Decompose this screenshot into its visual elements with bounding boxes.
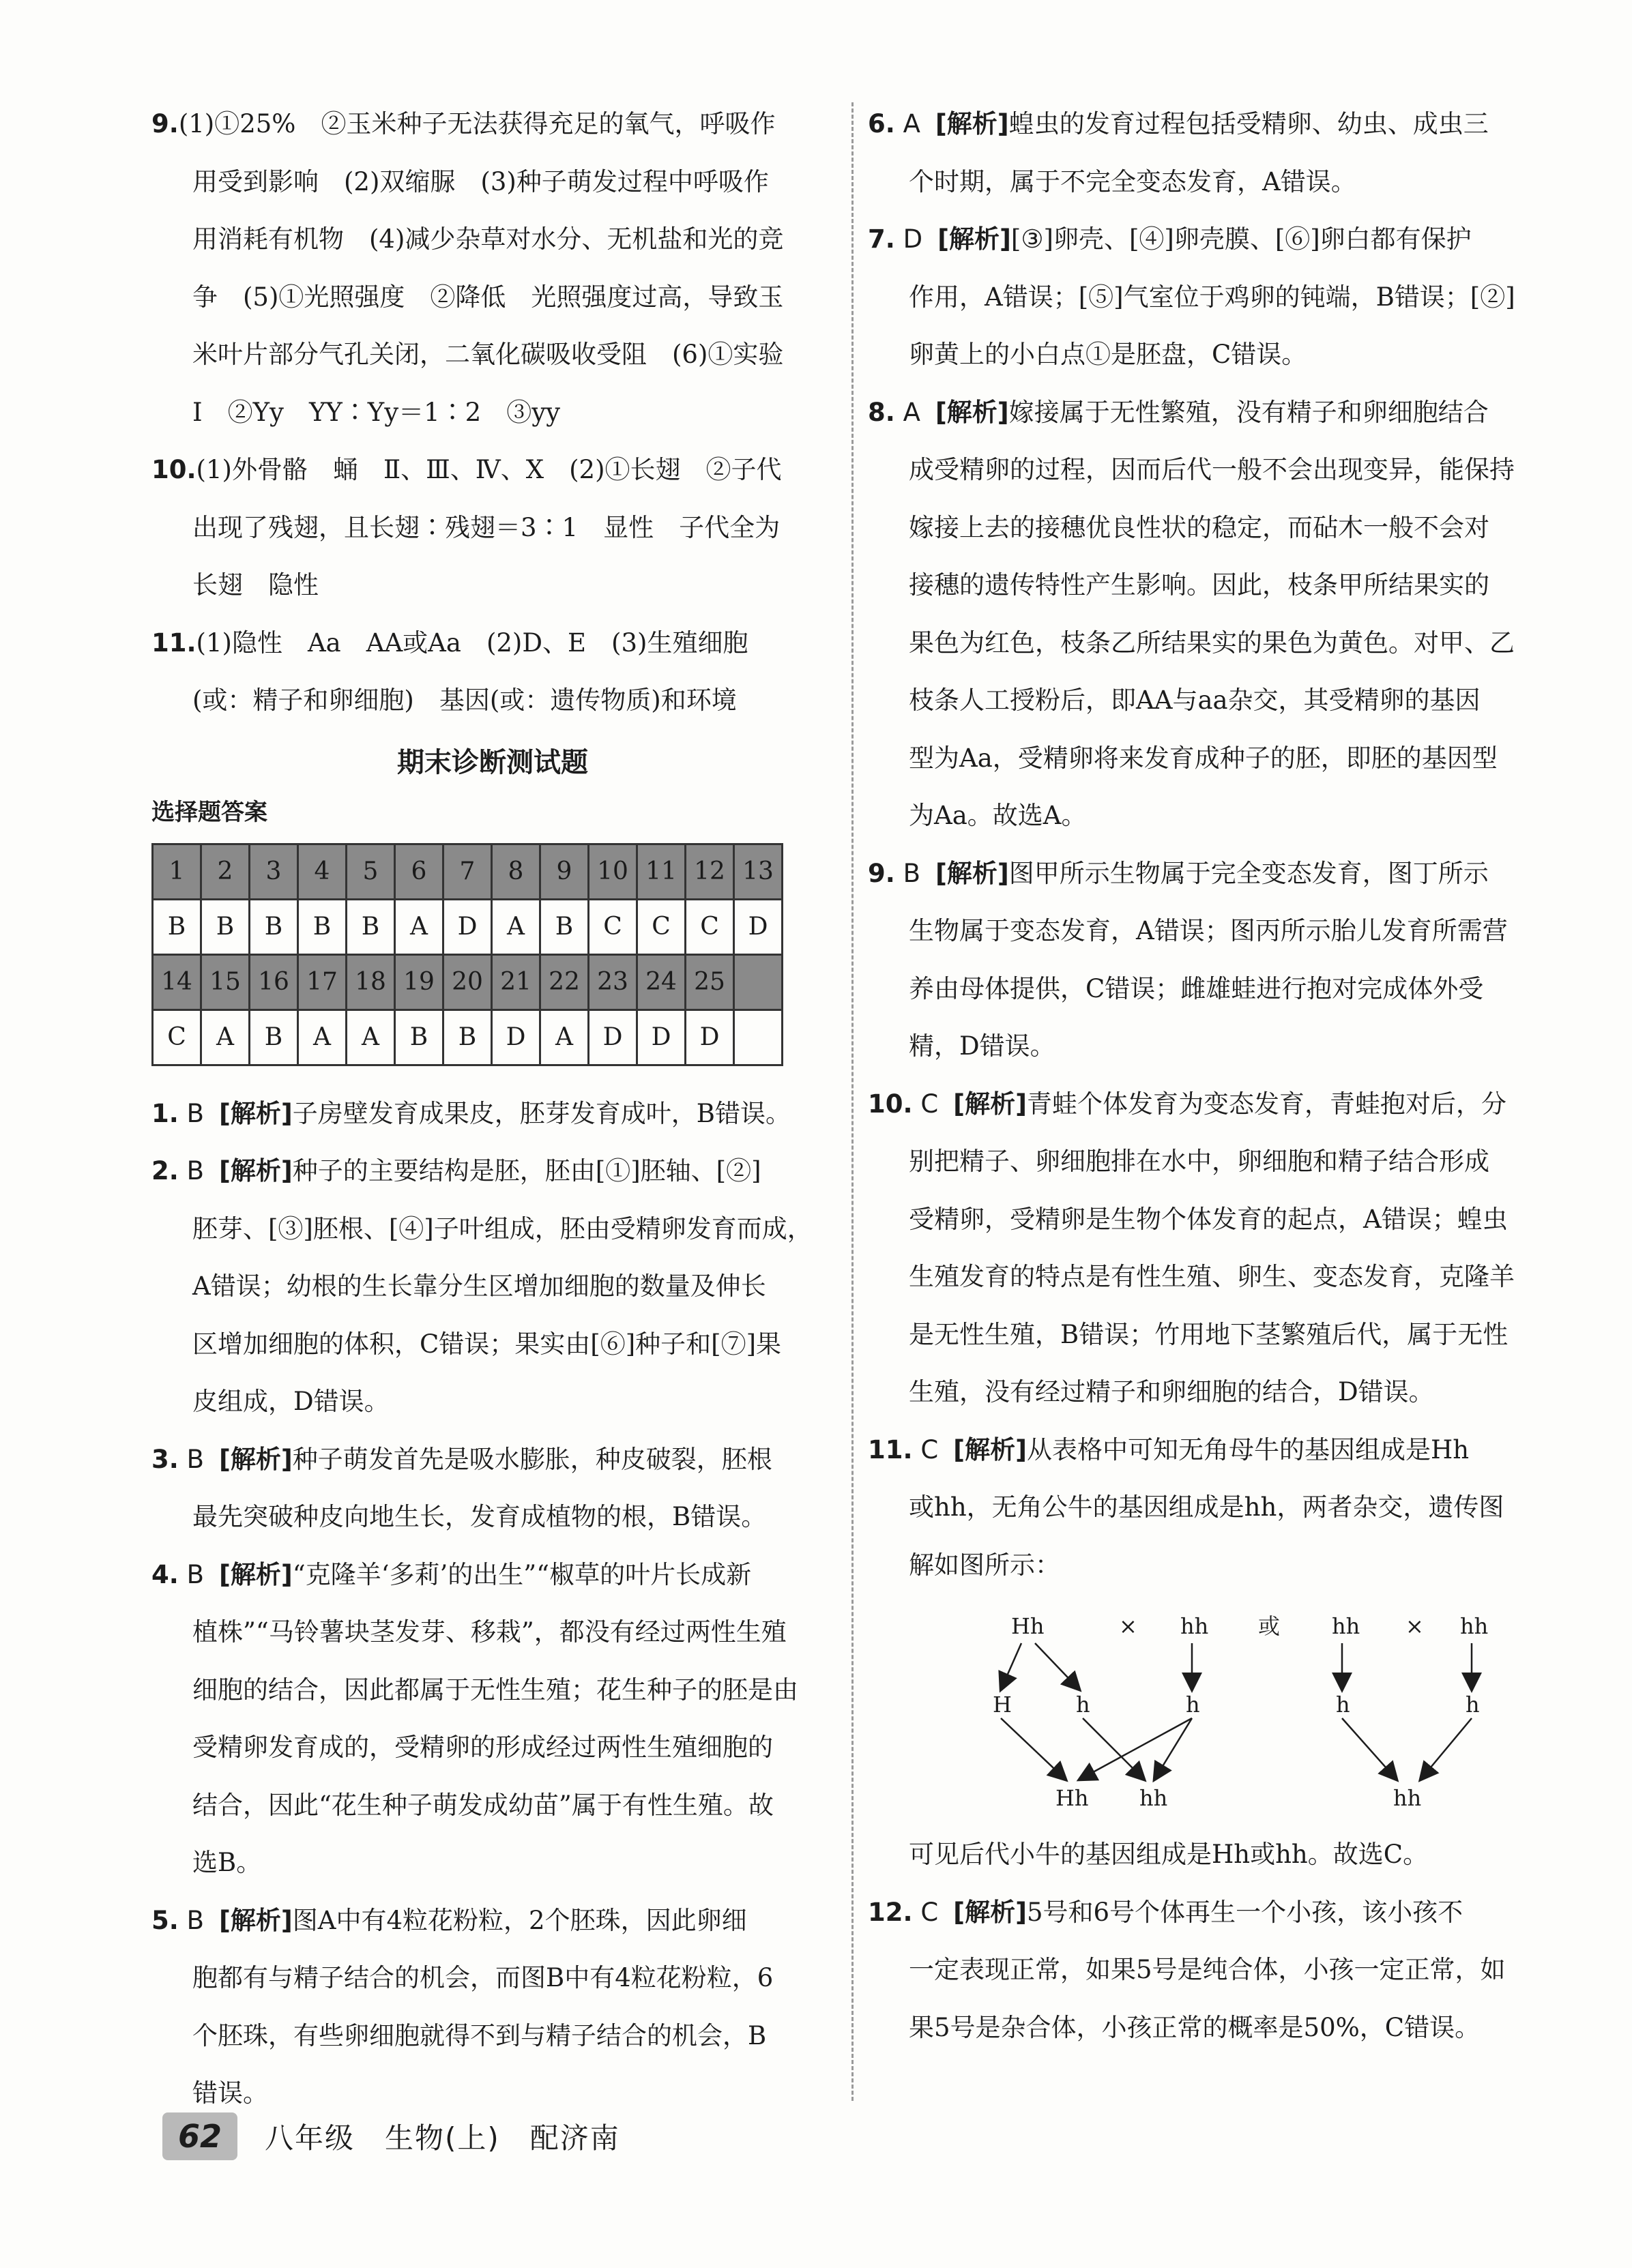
- line-text: 是无性生殖，B错误；竹用地下茎繁殖后代，属于无性: [909, 1319, 1509, 1349]
- list-item: [151, 1085, 834, 1143]
- line-text: A错误；幼根的生长靠分生区增加细胞的数量及伸长: [192, 1271, 766, 1301]
- right-column: [868, 95, 1571, 2057]
- text-line: [151, 1085, 834, 1143]
- text-line: [868, 153, 1571, 211]
- sub-title: 选择题答案: [151, 798, 267, 826]
- table-cell: 24: [637, 954, 686, 1010]
- list-item: [151, 615, 834, 730]
- text-line: [868, 441, 1571, 499]
- text-line: [868, 1884, 1571, 1942]
- line-text: 错误。: [192, 2078, 268, 2108]
- item-number: 1.: [151, 1098, 179, 1128]
- gamete-h: h: [1466, 1692, 1480, 1718]
- line-text: 作用，A错误；[⑤]气室位于鸡卵的钝端，B错误；[②]: [909, 282, 1515, 312]
- text-line: [868, 1941, 1571, 1999]
- text-line: [151, 1488, 834, 1546]
- item-number: 2.: [151, 1156, 179, 1185]
- line-text: 青蛙个体发育为变态发育，青蛙抱对后，分: [1026, 1089, 1506, 1119]
- list-item: [151, 95, 834, 441]
- line-text: 胚芽、[③]胚根、[④]子叶组成，胚由受精卵发育而成，: [192, 1213, 813, 1243]
- table-cell: A: [540, 1010, 589, 1065]
- table-cell: 5: [347, 844, 395, 899]
- text-line: [868, 95, 1571, 153]
- line-text: 型为Aa，受精卵将来发育成种子的胚，即胚的基因型: [909, 743, 1498, 773]
- item-number: 6.: [868, 109, 895, 138]
- table-cell: D: [686, 1010, 734, 1065]
- list-item: [868, 1076, 1571, 1422]
- gamete-h: h: [1076, 1692, 1090, 1718]
- table-cell: D: [637, 1010, 686, 1065]
- text-line: [868, 1364, 1571, 1422]
- table-cell: 25: [686, 954, 734, 1010]
- line-text: 图甲所示生物属于完全变态发育，图丁所示: [1008, 858, 1489, 888]
- table-cell: 17: [298, 954, 347, 1010]
- text-line: [151, 615, 834, 673]
- table-cell: 10: [589, 844, 637, 899]
- line-text: “克隆羊‘多莉’的出生”“椒草的叶片长成新: [292, 1559, 752, 1589]
- item-answer: B: [186, 1156, 204, 1185]
- item-number: 9.: [151, 109, 179, 138]
- list-item: [868, 211, 1571, 384]
- table-row: [153, 899, 783, 954]
- column-divider: [851, 102, 854, 2101]
- text-line: [151, 1546, 834, 1604]
- line-text: 生殖，没有经过精子和卵细胞的结合，D错误。: [909, 1377, 1434, 1407]
- line-text: 蝗虫的发育过程包括受精卵、幼虫、成虫三: [1008, 109, 1489, 138]
- line-text: 用受到影响 (2)双缩脲 (3)种子萌发过程中呼吸作: [192, 166, 769, 196]
- line-text: 子房壁发育成果皮，胚芽发育成叶，B错误。: [292, 1098, 791, 1128]
- analysis-tag: [解析]: [935, 858, 1009, 888]
- item-number: 9.: [868, 858, 895, 888]
- text-line: [868, 499, 1571, 557]
- text-line: [151, 153, 834, 211]
- item-number: 11.: [868, 1434, 913, 1464]
- table-cell: B: [298, 899, 347, 954]
- table-row: [153, 954, 783, 1010]
- line-text: 长翅 隐性: [192, 570, 319, 600]
- text-line: [151, 441, 834, 499]
- line-text: (或：精子和卵细胞) 基因(或：遗传物质)和环境: [192, 686, 737, 715]
- parent2-right: hh: [1460, 1613, 1489, 1639]
- line-text: 一定表现正常，如果5号是纯合体，小孩一定正常，如: [909, 1955, 1506, 1984]
- line-text: 为Aa。故选A。: [909, 801, 1087, 830]
- table-cell: 11: [637, 844, 686, 899]
- item-number: 3.: [151, 1444, 179, 1474]
- table-cell: 4: [298, 844, 347, 899]
- parent1-left: Hh: [1011, 1613, 1045, 1639]
- table-cell: 21: [492, 954, 540, 1010]
- table-cell: 7: [443, 844, 492, 899]
- list-item: [151, 441, 834, 615]
- table-cell: A: [395, 899, 443, 954]
- page-footer: [162, 2108, 620, 2165]
- list-item: [868, 845, 1571, 1076]
- analysis-tag: [解析]: [218, 1559, 293, 1589]
- table-cell: 6: [395, 844, 443, 899]
- gamete-h: h: [1336, 1692, 1350, 1718]
- list-item: [868, 1422, 1571, 1595]
- line-text: 皮组成，D错误。: [192, 1387, 390, 1416]
- item-number: 7.: [868, 224, 895, 254]
- text-line: [868, 1479, 1571, 1537]
- parent1-right: hh: [1180, 1613, 1209, 1639]
- line-text: 争 (5)①光照强度 ②降低 光照强度过高，导致玉: [192, 282, 784, 312]
- text-line: [151, 1373, 834, 1431]
- analysis-tag: [解析]: [953, 1089, 1027, 1119]
- text-line: [151, 1201, 834, 1258]
- table-cell: A: [298, 1010, 347, 1065]
- line-text: 果5号是杂合体，小孩正常的概率是50%，C错误。: [909, 2012, 1481, 2042]
- answer-table: [151, 843, 783, 1066]
- table-cell: A: [347, 1010, 395, 1065]
- analysis-tag: [解析]: [935, 109, 1009, 138]
- table-row: [153, 1010, 783, 1065]
- analysis-tag: [解析]: [218, 1156, 293, 1185]
- line-text: 嫁接上去的接穗优良性状的稳定，而砧木一般不会对: [909, 512, 1489, 542]
- text-line: [151, 1431, 834, 1489]
- cross-symbol-2: ×: [1405, 1613, 1424, 1639]
- line-text: 精，D错误。: [909, 1031, 1055, 1061]
- offspring-hh: hh: [1139, 1785, 1168, 1811]
- text-line: [868, 672, 1571, 730]
- item-answer: C: [920, 1089, 939, 1119]
- table-cell: 19: [395, 954, 443, 1010]
- line-text: 受精卵发育成的，受精卵的形成经过两性生殖细胞的: [192, 1733, 773, 1762]
- table-cell: 22: [540, 954, 589, 1010]
- list-item: [151, 1546, 834, 1892]
- text-line: [868, 1422, 1571, 1479]
- text-line: [151, 1834, 834, 1892]
- analysis-tag: [解析]: [218, 1444, 293, 1474]
- text-line: [868, 384, 1571, 442]
- text-line: [151, 384, 834, 442]
- cross-symbol-1: ×: [1119, 1613, 1137, 1639]
- line-text: 细胞的结合，因此都属于无性生殖；花生种子的胚是由: [192, 1675, 798, 1705]
- left-top-items: [151, 95, 834, 730]
- table-cell: 2: [201, 844, 250, 899]
- table-cell: B: [443, 1010, 492, 1065]
- table-cell: D: [492, 1010, 540, 1065]
- table-cell: B: [347, 899, 395, 954]
- text-line: [151, 95, 834, 153]
- line-text: 出现了残翅，且长翅∶残翅＝3∶1 显性 子代全为: [192, 512, 781, 542]
- item-number: 4.: [151, 1559, 179, 1589]
- table-cell: [734, 954, 783, 1010]
- text-line: [868, 1306, 1571, 1364]
- list-item: [868, 1884, 1571, 2057]
- text-line: [151, 211, 834, 269]
- table-cell: 15: [201, 954, 250, 1010]
- line-text: 或hh，无角公牛的基因组成是hh，两者杂交，遗传图: [909, 1492, 1504, 1522]
- line-text: 胞都有与精子结合的机会，而图B中有4粒花粉粒，6: [192, 1963, 774, 1992]
- right-explanations-b: [868, 1884, 1571, 2057]
- text-line: [868, 269, 1571, 327]
- line-text: 用消耗有机物 (4)减少杂草对水分、无机盐和光的竞: [192, 224, 784, 254]
- line-text: 生物属于变态发育，A错误；图丙所示胎儿发育所需营: [909, 916, 1508, 945]
- item-answer: A: [903, 397, 920, 427]
- line-text: 米叶片部分气孔关闭，二氧化碳吸收受阻 (6)①实验: [192, 340, 784, 369]
- list-item: [151, 1143, 834, 1431]
- table-cell: B: [153, 899, 201, 954]
- item-answer: C: [920, 1897, 939, 1927]
- table-cell: 14: [153, 954, 201, 1010]
- cross-diagram-svg: [868, 1601, 1571, 1819]
- table-cell: 8: [492, 844, 540, 899]
- table-cell: B: [395, 1010, 443, 1065]
- line-text: 嫁接属于无性繁殖，没有精子和卵细胞结合: [1008, 397, 1489, 427]
- line-text: 最先突破种皮向地生长，发育成植物的根，B错误。: [192, 1502, 767, 1531]
- right-explanations-a: [868, 95, 1571, 1594]
- text-line: [868, 1248, 1571, 1306]
- item-number: 10.: [868, 1089, 913, 1119]
- table-cell: 23: [589, 954, 637, 1010]
- analysis-tag: [解析]: [937, 224, 1011, 254]
- diagram-conclusion: 可见后代小牛的基因组成是Hh或hh。故选C。: [909, 1840, 1429, 1869]
- text-line: [151, 269, 834, 327]
- line-text: 受精卵，受精卵是生物个体发育的起点，A错误；蝗虫: [909, 1204, 1508, 1234]
- text-line: [151, 1719, 834, 1777]
- line-text: 别把精子、卵细胞排在水中，卵细胞和精子结合形成: [909, 1147, 1489, 1176]
- item-answer: B: [186, 1444, 204, 1474]
- line-text: (1)①25% ②玉米种子无法获得充足的氧气，呼吸作: [178, 109, 776, 138]
- table-row: [153, 844, 783, 899]
- text-line: [868, 1999, 1571, 2057]
- line-text: 成受精卵的过程，因而后代一般不会出现变异，能保持: [909, 455, 1515, 484]
- text-line: [868, 211, 1571, 269]
- offspring-hh: hh: [1393, 1785, 1422, 1811]
- line-text: 种子萌发首先是吸水膨胀，种皮破裂，胚根: [292, 1444, 772, 1474]
- table-cell: 18: [347, 954, 395, 1010]
- list-item: [868, 95, 1571, 211]
- line-text: 养由母体提供，C错误；雌雄蛙进行抱对完成体外受: [909, 973, 1484, 1003]
- list-item: [151, 1431, 834, 1546]
- item-number: 12.: [868, 1897, 913, 1927]
- analysis-tag: [解析]: [935, 397, 1009, 427]
- text-line: [868, 1191, 1571, 1249]
- line-text: (1)外骨骼 蛹 Ⅱ、Ⅲ、Ⅳ、Ⅹ (2)①长翅 ②子代: [196, 455, 782, 484]
- line-text: 图A中有4粒花粉粒，2个胚珠，因此卵细: [292, 1905, 747, 1935]
- item-answer: C: [920, 1434, 939, 1464]
- line-text: 接穗的遗传特性产生影响。因此，枝条甲所结果实的: [909, 570, 1489, 600]
- or-label: 或: [1258, 1613, 1281, 1639]
- text-line: [151, 1949, 834, 2007]
- text-line: [868, 960, 1571, 1018]
- text-line: [151, 672, 834, 730]
- line-text: (1)隐性 Aa AA或Aa (2)D、E (3)生殖细胞: [196, 628, 748, 658]
- item-answer: D: [903, 224, 923, 254]
- text-line: [151, 1892, 834, 1950]
- text-line: [868, 730, 1571, 788]
- text-line: [151, 2007, 834, 2065]
- line-text: [③]卵壳、[④]卵壳膜、[⑥]卵白都有保护: [1010, 224, 1472, 254]
- gamete-H: H: [993, 1692, 1012, 1718]
- table-cell: 12: [686, 844, 734, 899]
- text-line: [868, 902, 1571, 960]
- table-cell: D: [734, 899, 783, 954]
- text-line: [151, 499, 834, 557]
- left-column: [151, 95, 834, 2123]
- line-text: 个时期，属于不完全变态发育，A错误。: [909, 166, 1356, 196]
- table-cell: 20: [443, 954, 492, 1010]
- line-text: 枝条人工授粉后，即AA与aa杂交，其受精卵的基因: [909, 686, 1481, 715]
- text-line: [868, 557, 1571, 615]
- section-title: 期末诊断测试题: [397, 746, 588, 778]
- item-answer: A: [903, 109, 920, 138]
- page-number: 62: [162, 2112, 237, 2160]
- item-number: 10.: [151, 455, 196, 484]
- line-text: 果色为红色，枝条乙所结果实的果色为黄色。对甲、乙: [909, 628, 1515, 658]
- text-line: [151, 1143, 834, 1201]
- analysis-tag: [解析]: [953, 1897, 1027, 1927]
- offspring-Hh: Hh: [1055, 1785, 1089, 1811]
- text-line: [868, 615, 1571, 673]
- list-item: [151, 1892, 834, 2123]
- table-cell: 1: [153, 844, 201, 899]
- analysis-tag: [解析]: [953, 1434, 1027, 1464]
- text-line: [868, 1133, 1571, 1191]
- table-cell: 3: [250, 844, 298, 899]
- item-number: 8.: [868, 397, 895, 427]
- table-cell: C: [589, 899, 637, 954]
- text-line: [151, 1316, 834, 1374]
- table-cell: A: [492, 899, 540, 954]
- table-cell: C: [686, 899, 734, 954]
- analysis-tag: [解析]: [218, 1098, 293, 1128]
- table-cell: D: [443, 899, 492, 954]
- line-text: 选B。: [192, 1848, 262, 1877]
- table-cell: C: [637, 899, 686, 954]
- text-line: [151, 557, 834, 615]
- text-line: [868, 787, 1571, 845]
- genetic-cross-diagram: [868, 1601, 1571, 1819]
- text-line: [868, 1076, 1571, 1134]
- line-text: 个胚珠，有些卵细胞就得不到与精子结合的机会，B: [192, 2020, 767, 2050]
- table-cell: B: [250, 899, 298, 954]
- text-line: [868, 326, 1571, 384]
- item-number: 11.: [151, 628, 196, 658]
- table-cell: A: [201, 1010, 250, 1065]
- text-line: [151, 1777, 834, 1835]
- line-text: 5号和6号个体再生一个小孩，该小孩不: [1026, 1897, 1463, 1927]
- table-cell: 9: [540, 844, 589, 899]
- text-line: [868, 1537, 1571, 1595]
- line-text: 生殖发育的特点是有性生殖、卵生、变态发育，克隆羊: [909, 1262, 1515, 1291]
- line-text: 解如图所示：: [909, 1550, 1060, 1580]
- gamete-h: h: [1186, 1692, 1200, 1718]
- item-number: 5.: [151, 1905, 179, 1935]
- parent2-left: hh: [1332, 1613, 1360, 1639]
- table-cell: B: [250, 1010, 298, 1065]
- line-text: Ⅰ ②Yy YY∶Yy＝1∶2 ③yy: [192, 397, 561, 427]
- left-explanations: [151, 1085, 834, 2123]
- text-line: [151, 1662, 834, 1720]
- line-text: 从表格中可知无角母牛的基因组成是Hh: [1026, 1434, 1470, 1464]
- line-text: 卵黄上的小白点①是胚盘，C错误。: [909, 340, 1307, 369]
- table-cell: 13: [734, 844, 783, 899]
- line-text: 植株”“马铃薯块茎发芽、移栽”，都没有经过两性生殖: [192, 1617, 787, 1647]
- line-text: 区增加细胞的体积，C错误；果实由[⑥]种子和[⑦]果: [192, 1329, 782, 1359]
- table-cell: C: [153, 1010, 201, 1065]
- item-answer: B: [186, 1559, 204, 1589]
- table-cell: B: [201, 899, 250, 954]
- analysis-tag: [解析]: [218, 1905, 293, 1935]
- item-answer: B: [186, 1098, 204, 1128]
- text-line: [868, 1018, 1571, 1076]
- text-line: [151, 326, 834, 384]
- line-text: 种子的主要结构是胚，胚由[①]胚轴、[②]: [292, 1156, 761, 1185]
- text-line: [868, 845, 1571, 903]
- table-cell: B: [540, 899, 589, 954]
- footer-book-title: 八年级 生物(上) 配济南: [265, 2121, 620, 2155]
- list-item: [868, 384, 1571, 845]
- table-cell: D: [589, 1010, 637, 1065]
- text-line: [151, 1258, 834, 1316]
- table-cell: 16: [250, 954, 298, 1010]
- table-cell: [734, 1010, 783, 1065]
- item-answer: B: [903, 858, 920, 888]
- text-line: [151, 1604, 834, 1662]
- line-text: 结合，因此“花生种子萌发成幼苗”属于有性生殖。故: [192, 1790, 774, 1820]
- item-answer: B: [186, 1905, 204, 1935]
